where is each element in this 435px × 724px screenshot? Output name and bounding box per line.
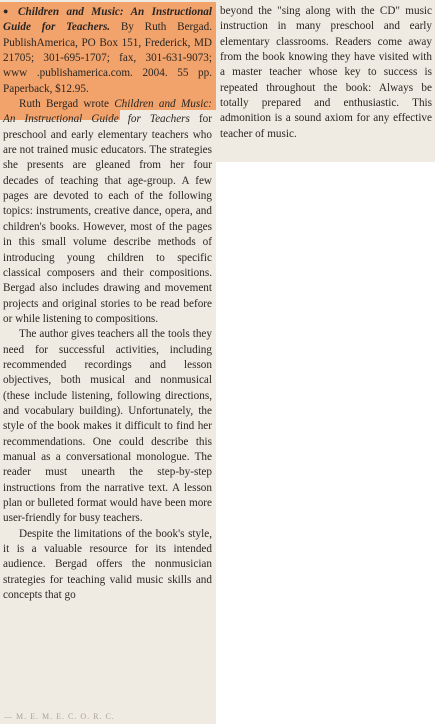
paragraph-2: The author gives teachers all the tools they need for successful activities, including recommended recordings and lesson objectives, both musical and nonmusical (these include listening, following directions, and vocabulary building). Unfortunately, the style of the book makes it difficult to find her recommendations. One could describe this manual as a conversational monologue. The reader must unearth the step-by-step instructions from the narrative text. A lesson plan or bulleted format would have been more user-friendly for busy teachers.	[3, 328, 212, 525]
review-left-column	[3, 4, 212, 603]
paragraph-1-rest: for preschool and early elementary teachers who are not trained music educators. The strategies she presents are gleaned from her four decades of teaching that age-group. A few pages are devoted to each of the following topics: instruments, creative dance, opera, and children's books. However, most of the pages in this small volume describe methods of introducing young children to specific classical composers and their compositions. Bergad also includes drawing and movement projects and original stories to be read before or while listening to compositions.	[3, 113, 212, 325]
paragraph-1	[3, 97, 212, 327]
paragraph-1-start: Ruth Bergad wrote	[19, 98, 109, 111]
book-title: Children and Music: An Instructional Guide for Teachers.	[3, 6, 212, 34]
bullet-icon: ●	[3, 6, 14, 16]
citation-details: By Ruth Bergad. PublishAmerica, PO Box 151, Frederick, MD 21705; 301-695-1707; fax, 301-631-9073; www .publishamerica.com. 2004. 55 pp. Paperback, $12.95.	[3, 21, 213, 95]
review-right-column	[220, 4, 432, 142]
paragraph-1-title: Children and Music: An Instructional Guide for Teachers	[3, 98, 213, 126]
paragraph-continued: beyond the "sing along with the CD" music instruction in many preschool and early elementary classrooms. Readers come away from the book knowing they have visited with a master teacher whose key to success is repeated throughout the book: Always be totally prepared and enthusiastic. This admonition is a sound axiom for any effective teacher of music.	[220, 5, 432, 140]
clipping-left-column	[0, 0, 216, 724]
clipping-right-column	[216, 0, 435, 162]
footer-fragment: — M. E. M. E. C. O. R. C.	[4, 712, 115, 721]
paragraph-3: Despite the limitations of the book's style, it is a valuable resource for its intended audience. Bergad offers the nonmusician strategies for teaching valid music skills and concepts that go	[3, 527, 212, 602]
book-citation	[3, 4, 212, 97]
